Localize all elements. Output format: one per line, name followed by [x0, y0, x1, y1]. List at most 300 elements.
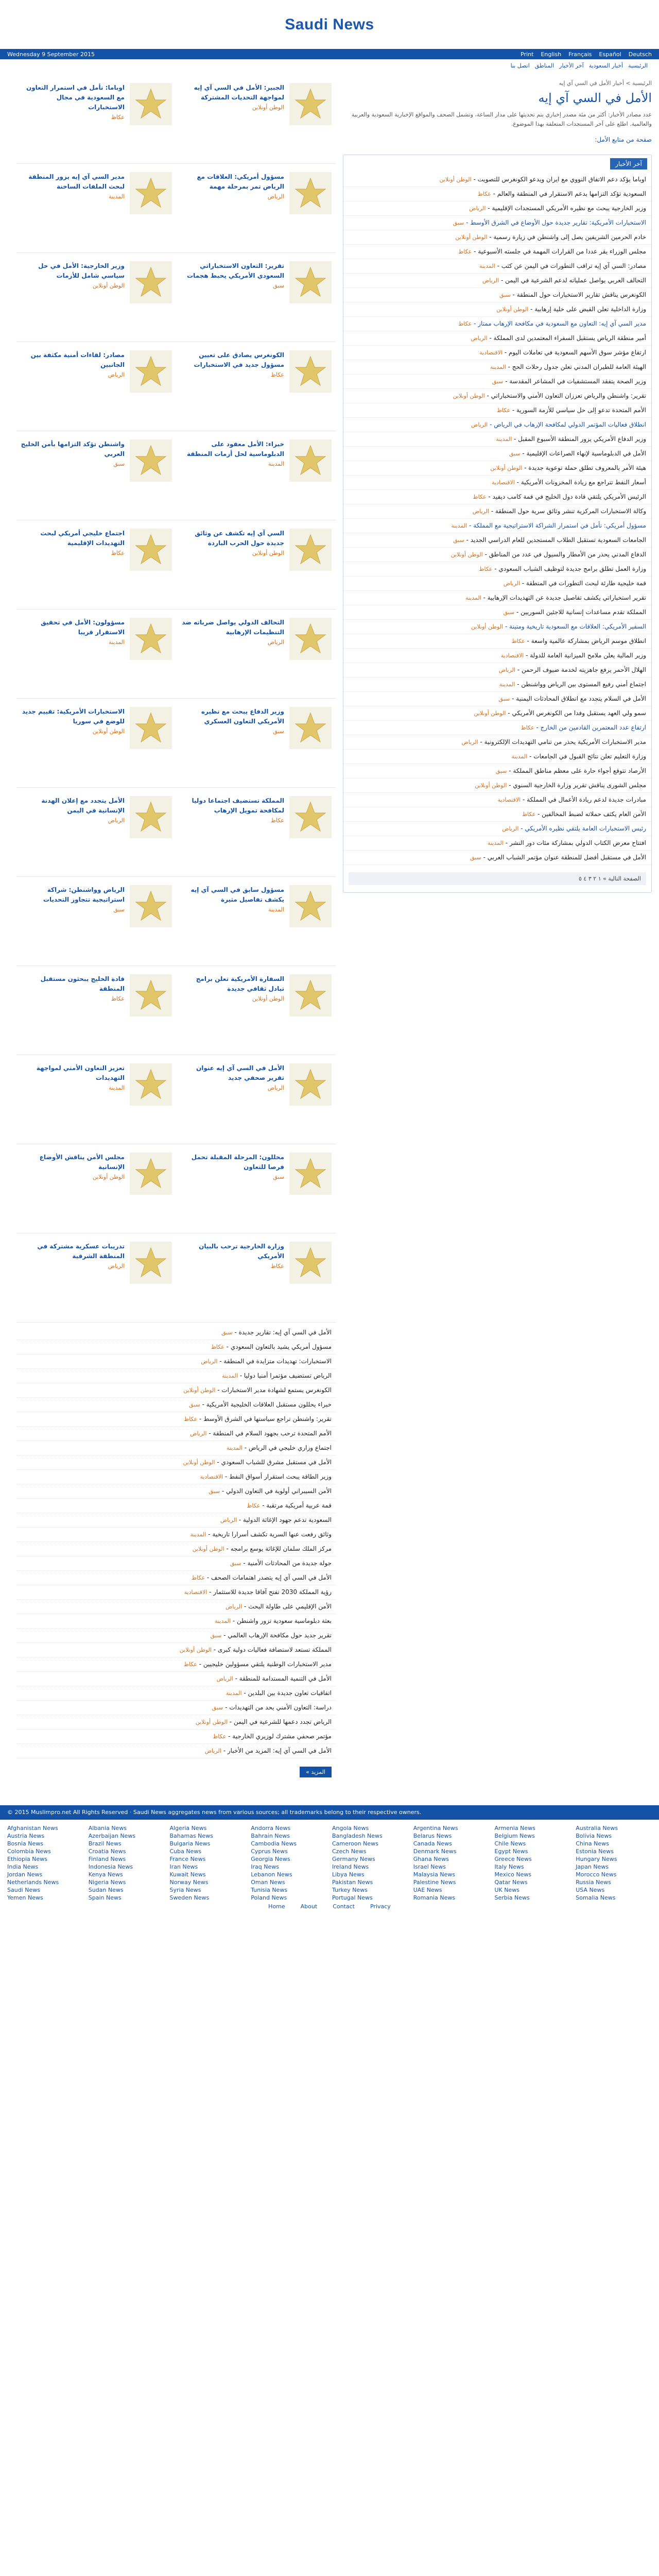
footer-country-link[interactable]: Israel News	[413, 1863, 446, 1870]
side-headline-item[interactable]: خبراء يحللون مستقبل العلاقات الخليجية الأمريكية - سبق	[16, 1398, 336, 1412]
footer-country-link[interactable]: Jordan News	[7, 1871, 43, 1878]
side-headline-source[interactable]: عكاظ	[183, 1661, 197, 1668]
headline-item[interactable]: الاستخبارات الأمريكية: تقارير جديدة حول الأوضاع في الشرق الأوسط - سبق	[343, 216, 651, 230]
more-button[interactable]: المزيد »	[300, 1767, 332, 1777]
footer-country-link[interactable]: Belarus News	[413, 1833, 452, 1839]
news-card[interactable]	[16, 793, 176, 871]
card-source[interactable]: الرياض	[267, 1084, 284, 1091]
card-source[interactable]: عكاظ	[111, 114, 125, 121]
side-headline-text[interactable]: مركز الملك سلمان للإغاثة يوسع برامجه	[230, 1545, 332, 1552]
headline-text[interactable]: انطلاق فعاليات المؤتمر الدولي لمكافحة الإرهاب في الرياض	[494, 421, 646, 428]
headline-item[interactable]: السفير الأمريكي: العلاقات مع السعودية تاريخية ومتينة - الوطن أونلاين	[343, 620, 651, 634]
headline-source[interactable]: الرياض	[471, 421, 488, 428]
headline-source[interactable]: سبق	[492, 378, 504, 385]
side-headline-source[interactable]: الاقتصادية	[184, 1589, 207, 1596]
card-source[interactable]: الوطن أونلاين	[92, 282, 125, 289]
side-headline-text[interactable]: الرياض تجدد دعمها للشرعية في اليمن	[233, 1718, 332, 1725]
card-source[interactable]: المدينة	[109, 639, 125, 646]
news-card[interactable]	[176, 347, 336, 426]
headline-source[interactable]: سبق	[453, 219, 464, 226]
headline-text[interactable]: الهلال الأحمر يرفع جاهزيته لخدمة ضيوف الرحمن	[521, 666, 646, 673]
card-source[interactable]: الوطن أونلاين	[252, 104, 284, 111]
card-source[interactable]: سبق	[273, 1174, 284, 1180]
headline-item[interactable]: انطلاق موسم الرياض بمشاركة عالمية واسعة - عكاظ	[343, 634, 651, 649]
news-card[interactable]	[176, 169, 336, 247]
headline-source[interactable]: المدينة	[488, 840, 504, 846]
footer-nav-link[interactable]: Privacy	[370, 1903, 391, 1910]
footer-country-link[interactable]: Croatia News	[88, 1848, 126, 1855]
headline-source[interactable]: الوطن أونلاين	[474, 710, 506, 717]
footer-country-link[interactable]: Algeria News	[169, 1825, 207, 1832]
footer-country-link[interactable]: Sweden News	[169, 1894, 210, 1901]
news-card[interactable]	[176, 793, 336, 871]
footer-country-link[interactable]: Turkey News	[332, 1887, 368, 1893]
headline-source[interactable]: الوطن أونلاين	[450, 551, 483, 558]
site-logo[interactable]: Saudi News	[285, 15, 374, 33]
card-title[interactable]: المملكة تستضيف اجتماعا دوليا لمكافحة تمويل الإرهاب	[192, 797, 284, 814]
headline-item[interactable]: خادم الحرمين الشريفين يصل إلى واشنطن في زيارة رسمية - الوطن أونلاين	[343, 230, 651, 245]
footer-country-link[interactable]: Armenia News	[494, 1825, 535, 1832]
headline-text[interactable]: وكالة الاستخبارات المركزية تنشر وثائق سرية حول المنطقة	[495, 507, 646, 515]
headline-source[interactable]: عكاظ	[511, 638, 525, 645]
nav-item[interactable]: آخر الأخبار	[559, 62, 584, 69]
footer-country-link[interactable]: Lebanon News	[251, 1871, 292, 1878]
footer-country-link[interactable]: Nigeria News	[88, 1879, 126, 1886]
footer-country-link[interactable]: Cameroon News	[332, 1840, 378, 1847]
side-headline-source[interactable]: سبق	[189, 1401, 200, 1408]
headline-source[interactable]: الاقتصادية	[479, 349, 502, 356]
footer-country-link[interactable]: Indonesia News	[88, 1863, 133, 1870]
headline-text[interactable]: الأمل في الدبلوماسية لإنهاء الصراعات الإقليمية	[526, 450, 646, 457]
side-headline-text[interactable]: الأمم المتحدة ترحب بجهود السلام في المنطقة	[213, 1430, 332, 1437]
headline-source[interactable]: الاقتصادية	[500, 652, 524, 659]
headline-item[interactable]: ارتفاع مؤشر سوق الأسهم السعودية في تعاملات اليوم - الاقتصادية	[343, 346, 651, 360]
headline-item[interactable]: تقرير: واشنطن والرياض تعززان التعاون الأمني والاستخباراتي - الوطن أونلاين	[343, 389, 651, 403]
footer-country-link[interactable]: Cuba News	[169, 1848, 202, 1855]
side-headline-item[interactable]: جولة جديدة من المحادثات الأمنية - سبق	[16, 1556, 336, 1571]
news-card[interactable]	[176, 704, 336, 782]
headline-source[interactable]: المدينة	[479, 263, 495, 269]
footer-country-link[interactable]: Oman News	[251, 1879, 285, 1886]
headline-source[interactable]: الوطن أونلاين	[439, 176, 472, 183]
top-link[interactable]: Français	[568, 50, 592, 58]
news-card[interactable]	[16, 347, 176, 426]
news-card[interactable]	[176, 1060, 336, 1139]
headline-source[interactable]: المدينة	[465, 595, 481, 601]
news-card[interactable]	[176, 436, 336, 515]
footer-country-link[interactable]: Colombia News	[7, 1848, 51, 1855]
footer-country-link[interactable]: Denmark News	[413, 1848, 457, 1855]
headline-item[interactable]: الأرصاد تتوقع أجواء حارة على معظم مناطق المملكة - سبق	[343, 764, 651, 778]
card-title[interactable]: الكونغرس يصادق على تعيين مسؤول جديد في الاستخبارات	[194, 351, 284, 368]
headline-text[interactable]: تقرير: واشنطن والرياض تعززان التعاون الأمني والاستخباراتي	[491, 392, 646, 399]
footer-country-link[interactable]: Cambodia News	[251, 1840, 297, 1847]
headline-source[interactable]: الرياض	[498, 667, 515, 673]
headline-source[interactable]: عكاظ	[458, 248, 472, 255]
top-link[interactable]: Deutsch	[628, 50, 652, 58]
card-source[interactable]: الرياض	[108, 817, 125, 824]
headline-item[interactable]: الجامعات السعودية تستقبل الطلاب المستجدين للعام الدراسي الجديد - سبق	[343, 533, 651, 548]
side-headline-source[interactable]: عكاظ	[247, 1502, 261, 1509]
card-title[interactable]: قادة الخليج يبحثون مستقبل المنطقة	[40, 975, 125, 992]
footer-country-link[interactable]: Ghana News	[413, 1856, 449, 1862]
card-title[interactable]: وزير الدفاع يبحث مع نظيره الأمريكي التعاون العسكري	[201, 708, 284, 725]
headline-text[interactable]: سمو ولي العهد يستقبل وفدا من الكونغرس الأمريكي	[512, 709, 646, 717]
side-headline-source[interactable]: المدينة	[190, 1531, 206, 1538]
headline-item[interactable]: اجتماع أمني رفيع المستوى بين الرياض وواشنطن - المدينة	[343, 677, 651, 692]
headline-text[interactable]: مدير السي آي إيه: التعاون مع السعودية في مكافحة الإرهاب ممتاز	[478, 320, 646, 327]
side-headline-item[interactable]: الكونغرس يستمع لشهادة مدير الاستخبارات - الوطن أونلاين	[16, 1383, 336, 1398]
side-headline-item[interactable]: الأمن السيبراني أولوية في التعاون الدولي - سبق	[16, 1484, 336, 1499]
headline-text[interactable]: ارتفاع مؤشر سوق الأسهم السعودية في تعاملات اليوم	[508, 349, 646, 356]
side-headline-source[interactable]: الوطن أونلاين	[183, 1459, 215, 1466]
card-source[interactable]: المدينة	[268, 906, 284, 913]
news-card[interactable]	[176, 882, 336, 960]
top-link[interactable]: English	[541, 50, 562, 58]
footer-country-link[interactable]: Ireland News	[332, 1863, 369, 1870]
headline-text[interactable]: انطلاق موسم الرياض بمشاركة عالمية واسعة	[531, 637, 646, 645]
card-source[interactable]: سبق	[273, 282, 284, 289]
headline-source[interactable]: الاقتصادية	[492, 479, 515, 486]
card-title[interactable]: مسؤولون: الأمل في تحقيق الاستقرار قريبا	[41, 619, 125, 636]
news-card[interactable]	[16, 1149, 176, 1228]
card-source[interactable]: عكاظ	[270, 817, 284, 824]
headline-item[interactable]: مجلس الوزراء يقر عددا من القرارات المهمة في جلسته الأسبوعية - عكاظ	[343, 245, 651, 259]
headline-item[interactable]: الأمل في الدبلوماسية لإنهاء الصراعات الإقليمية - سبق	[343, 447, 651, 461]
footer-country-link[interactable]: Syria News	[169, 1887, 201, 1893]
card-title[interactable]: مجلس الأمن يناقش الأوضاع الإنسانية	[39, 1154, 125, 1171]
card-title[interactable]: اوباما: نأمل في استمرار التعاون مع السعودية في مجال الاستخبارات	[26, 84, 125, 111]
headline-item[interactable]: أسعار النفط تتراجع مع زيادة المخزونات الأمريكية - الاقتصادية	[343, 476, 651, 490]
footer-country-link[interactable]: Andorra News	[251, 1825, 291, 1832]
headline-item[interactable]: الأمل في السلام يتجدد مع انطلاق المحادثات اليمنية - سبق	[343, 692, 651, 706]
headline-item[interactable]: وزارة التعليم تعلن نتائج القبول في الجامعات - المدينة	[343, 750, 651, 764]
headline-source[interactable]: المدينة	[496, 436, 512, 443]
card-title[interactable]: السفارة الأمريكية تعلن برامج تبادل ثقافي جديدة	[196, 975, 284, 992]
side-headline-item[interactable]: وثائق رفعت عنها السرية تكشف أسرارا تاريخية - المدينة	[16, 1528, 336, 1542]
side-headline-text[interactable]: الأمل في السي آي إيه: المزيد من الأخبار	[227, 1747, 332, 1754]
side-headline-source[interactable]: المدينة	[227, 1445, 242, 1451]
card-title[interactable]: السي آي إيه تكشف عن وثائق جديدة حول الحرب الباردة	[195, 530, 284, 547]
news-card[interactable]	[176, 80, 336, 158]
footer-country-link[interactable]: Tunisia News	[251, 1887, 288, 1893]
news-card[interactable]	[176, 258, 336, 336]
news-card[interactable]	[16, 971, 176, 1049]
top-link[interactable]: Print	[521, 50, 534, 58]
side-headline-item[interactable]: اجتماع وزاري خليجي في الرياض - المدينة	[16, 1441, 336, 1455]
news-card[interactable]	[16, 526, 176, 604]
side-headline-item[interactable]: بعثة دبلوماسية سعودية تزور واشنطن - المدينة	[16, 1614, 336, 1629]
side-headline-item[interactable]: دراسة: التعاون الأمني يحد من التهديدات - سبق	[16, 1701, 336, 1715]
footer-country-link[interactable]: Bosnia News	[7, 1840, 43, 1847]
card-title[interactable]: خبراء: الأمل معقود على الدبلوماسية لحل أزمات المنطقة	[187, 440, 284, 457]
side-headline-text[interactable]: خبراء يحللون مستقبل العلاقات الخليجية الأمريكية	[206, 1401, 332, 1408]
headline-text[interactable]: وزير الخارجية يبحث مع نظيره الأمريكي المستجدات الإقليمية	[492, 205, 646, 212]
headline-text[interactable]: اجتماع أمني رفيع المستوى بين الرياض وواشنطن	[521, 681, 646, 688]
headline-text[interactable]: الهيئة العامة للطيران المدني تعلن جدول رحلات الحج	[512, 363, 646, 370]
breadcrumb[interactable]: الرئيسية > أخبار الأمل في السي آي إيه	[559, 80, 652, 87]
side-headline-text[interactable]: الأمل في السي آي إيه يتصدر اهتمامات الصحف	[211, 1574, 332, 1581]
card-title[interactable]: مسؤول سابق في السي آي إيه يكشف تفاصيل مثيرة	[190, 886, 284, 903]
headline-text[interactable]: الأمل في السلام يتجدد مع انطلاق المحادثات اليمنية	[516, 695, 646, 702]
card-source[interactable]: عكاظ	[270, 1263, 284, 1269]
side-headline-source[interactable]: عكاظ	[184, 1416, 198, 1422]
card-title[interactable]: اجتماع خليجي أمريكي لبحث التهديدات الإقليمية	[40, 530, 125, 547]
card-source[interactable]: الوطن أونلاين	[92, 728, 125, 735]
footer-country-link[interactable]: Finland News	[88, 1856, 126, 1862]
side-headline-text[interactable]: الرياض تستضيف مؤتمرا أمنيا دوليا	[244, 1372, 332, 1379]
side-headline-text[interactable]: الأمل في التنمية المستدامة للمنطقة	[239, 1675, 332, 1682]
news-card[interactable]	[16, 80, 176, 158]
headline-item[interactable]: الرئيس الأمريكي يلتقي قادة دول الخليج في قمة كامب ديفيد - عكاظ	[343, 490, 651, 504]
headline-source[interactable]: عكاظ	[458, 320, 472, 327]
headline-item[interactable]: الدفاع المدني يحذر من الأمطار والسيول في عدد من المناطق - الوطن أونلاين	[343, 548, 651, 562]
side-headline-source[interactable]: الرياض	[216, 1675, 233, 1682]
side-headline-source[interactable]: سبق	[212, 1704, 223, 1711]
footer-country-link[interactable]: Saudi News	[7, 1887, 40, 1893]
nav-item[interactable]: اتصل بنا	[510, 62, 530, 69]
card-source[interactable]: الوطن أونلاين	[92, 1174, 125, 1180]
footer-country-link[interactable]: Argentina News	[413, 1825, 458, 1832]
headline-source[interactable]: الرياض	[503, 580, 520, 587]
headline-item[interactable]: أمير منطقة الرياض يستقبل السفراء المعتمدين لدى المملكة - الرياض	[343, 331, 651, 346]
footer-country-link[interactable]: Georgia News	[251, 1856, 290, 1862]
headline-text[interactable]: الاستخبارات الأمريكية: تقارير جديدة حول الأوضاع في الشرق الأوسط	[470, 219, 646, 226]
footer-country-link[interactable]: UAE News	[413, 1887, 442, 1893]
headline-text[interactable]: أمير منطقة الرياض يستقبل السفراء المعتمدين لدى المملكة	[493, 334, 646, 342]
headline-text[interactable]: وزير الدفاع الأمريكي يزور المنطقة الأسبوع المقبل	[518, 435, 646, 443]
card-title[interactable]: وزارة الخارجية ترحب بالبيان الأمريكي	[199, 1243, 284, 1260]
side-headline-item[interactable]: تقرير جديد حول مكافحة الإرهاب العالمي - سبق	[16, 1629, 336, 1643]
headline-item[interactable]: تقرير استخباراتي يكشف تفاصيل جديدة عن التهديدات الإرهابية - المدينة	[343, 591, 651, 605]
side-headline-item[interactable]: الأمل في التنمية المستدامة للمنطقة - الرياض	[16, 1672, 336, 1686]
headline-text[interactable]: مصادر: السي آي إيه تراقب التطورات في اليمن عن كثب	[501, 262, 646, 269]
side-headline-source[interactable]: الوطن أونلاين	[192, 1546, 224, 1552]
news-card[interactable]	[176, 615, 336, 693]
headline-source[interactable]: عكاظ	[477, 191, 491, 197]
footer-country-link[interactable]: Chile News	[494, 1840, 526, 1847]
nav-item[interactable]: الرئيسية	[628, 62, 648, 69]
headline-source[interactable]: عكاظ	[522, 811, 536, 818]
card-title[interactable]: الأمل يتجدد مع إعلان الهدنة الإنسانية في اليمن	[41, 797, 125, 814]
headline-source[interactable]: الرياض	[469, 205, 486, 212]
footer-country-link[interactable]: Angola News	[332, 1825, 369, 1832]
side-headline-item[interactable]: الأمل في السي آي إيه: المزيد من الأخبار - الرياض	[16, 1744, 336, 1758]
footer-country-link[interactable]: Russia News	[576, 1879, 611, 1886]
side-headline-text[interactable]: مدير الاستخبارات الوطنية يلتقي مسؤولين خليجيين	[203, 1660, 332, 1668]
headline-source[interactable]: الوطن أونلاين	[453, 393, 485, 399]
headline-item[interactable]: قمة خليجية طارئة لبحث التطورات في المنطقة - الرياض	[343, 577, 651, 591]
side-headline-source[interactable]: الوطن أونلاين	[183, 1387, 216, 1394]
headline-item[interactable]: المملكة تقدم مساعدات إنسانية للاجئين السوريين - سبق	[343, 605, 651, 620]
footer-country-link[interactable]: Norway News	[169, 1879, 209, 1886]
footer-country-link[interactable]: Palestine News	[413, 1879, 456, 1886]
headline-source[interactable]: عكاظ	[521, 724, 534, 731]
card-source[interactable]: سبق	[113, 906, 125, 913]
headline-source[interactable]: عكاظ	[496, 407, 511, 414]
headline-source[interactable]: الوطن أونلاين	[496, 306, 529, 313]
side-headline-source[interactable]: الرياض	[220, 1517, 237, 1523]
headline-text[interactable]: مسؤول أمريكي: نأمل في استمرار الشراكة الاستراتيجية مع المملكة	[473, 522, 646, 529]
footer-country-link[interactable]: Bangladesh News	[332, 1833, 383, 1839]
footer-country-link[interactable]: Germany News	[332, 1856, 375, 1862]
side-headline-item[interactable]: مسؤول أمريكي يشيد بالتعاون السعودي - عكاظ	[16, 1340, 336, 1354]
news-card[interactable]	[176, 971, 336, 1049]
side-headline-item[interactable]: الأمم المتحدة ترحب بجهود السلام في المنطقة - الرياض	[16, 1427, 336, 1441]
side-headline-item[interactable]: رؤية المملكة 2030 تفتح آفاقا جديدة للاستثمار - الاقتصادية	[16, 1585, 336, 1600]
headline-item[interactable]: وزير الصحة يتفقد المستشفيات في المشاعر المقدسة - سبق	[343, 375, 651, 389]
side-headline-text[interactable]: مسؤول أمريكي يشيد بالتعاون السعودي	[230, 1343, 332, 1350]
headline-text[interactable]: مجلس الشورى يناقش تقرير وزارة الخارجية السنوي	[513, 782, 646, 789]
card-title[interactable]: مسؤول أمريكي: العلاقات مع الرياض تمر بمرحلة مهمة	[197, 173, 284, 190]
headline-text[interactable]: أسعار النفط تتراجع مع زيادة المخزونات الأمريكية	[521, 479, 646, 486]
footer-nav-link[interactable]: Contact	[333, 1903, 355, 1910]
headline-item[interactable]: هيئة الأمر بالمعروف تطلق حملة توعوية جديدة - الوطن أونلاين	[343, 461, 651, 476]
side-headline-item[interactable]: المملكة تستعد لاستضافة فعاليات دولية كبرى - الوطن أونلاين	[16, 1643, 336, 1657]
headline-text[interactable]: ارتفاع عدد المعتمرين القادمين من الخارج	[540, 724, 646, 731]
footer-country-link[interactable]: Somalia News	[576, 1894, 616, 1901]
headline-text[interactable]: وزير الصحة يتفقد المستشفيات في المشاعر المقدسة	[509, 378, 646, 385]
headline-item[interactable]: سمو ولي العهد يستقبل وفدا من الكونغرس الأمريكي - الوطن أونلاين	[343, 706, 651, 721]
card-title[interactable]: مدير السي آي إيه يزور المنطقة لبحث الملفات الساخنة	[28, 173, 125, 190]
headline-source[interactable]: المدينة	[511, 753, 528, 760]
headline-item[interactable]: وزارة العمل تطلق برامج جديدة لتوظيف الشباب السعودي - عكاظ	[343, 562, 651, 577]
footer-country-link[interactable]: India News	[7, 1863, 39, 1870]
headline-item[interactable]: انطلاق فعاليات المؤتمر الدولي لمكافحة الإرهاب في الرياض - الرياض	[343, 418, 651, 432]
headline-source[interactable]: عكاظ	[473, 494, 487, 500]
footer-country-link[interactable]: Portugal News	[332, 1894, 373, 1901]
footer-country-link[interactable]: Azerbaijan News	[88, 1833, 136, 1839]
headline-source[interactable]: الرياض	[472, 508, 489, 515]
headline-text[interactable]: الدفاع المدني يحذر من الأمطار والسيول في عدد من المناطق	[489, 551, 646, 558]
footer-country-link[interactable]: Libya News	[332, 1871, 365, 1878]
footer-country-link[interactable]: Netherlands News	[7, 1879, 59, 1886]
headline-text[interactable]: تقرير استخباراتي يكشف تفاصيل جديدة عن التهديدات الإرهابية	[487, 594, 646, 601]
side-headline-source[interactable]: الرياض	[201, 1358, 218, 1365]
footer-country-link[interactable]: Estonia News	[576, 1848, 614, 1855]
side-headline-text[interactable]: قمة عربية أمريكية مرتقبة	[266, 1502, 332, 1509]
footer-country-link[interactable]: Spain News	[88, 1894, 122, 1901]
headline-source[interactable]: الرياض	[482, 277, 499, 284]
side-headline-item[interactable]: الأمل في السي آي إيه يتصدر اهتمامات الصحف - عكاظ	[16, 1571, 336, 1585]
side-headline-text[interactable]: الأمن الإقليمي على طاولة البحث	[248, 1603, 332, 1610]
headline-source[interactable]: عكاظ	[479, 566, 493, 572]
side-headline-text[interactable]: تقرير جديد حول مكافحة الإرهاب العالمي	[228, 1632, 332, 1639]
headline-item[interactable]: رئيس الاستخبارات العامة يلتقي نظيره الأمريكي - الرياض	[343, 822, 651, 836]
side-headline-source[interactable]: المدينة	[215, 1618, 231, 1624]
footer-country-link[interactable]: Iraq News	[251, 1863, 279, 1870]
footer-country-link[interactable]: Mexico News	[494, 1871, 532, 1878]
side-headline-source[interactable]: عكاظ	[213, 1733, 227, 1740]
headline-source[interactable]: سبق	[509, 450, 521, 457]
news-card[interactable]	[16, 258, 176, 336]
headline-item[interactable]: وزير الدفاع الأمريكي يزور المنطقة الأسبوع المقبل - المدينة	[343, 432, 651, 447]
side-headline-text[interactable]: رؤية المملكة 2030 تفتح آفاقا جديدة للاستثمار	[213, 1588, 332, 1596]
headline-source[interactable]: المدينة	[451, 522, 467, 529]
headline-source[interactable]: الوطن أونلاين	[471, 623, 504, 630]
headline-item[interactable]: الأمل في مستقبل أفضل للمنطقة عنوان مؤتمر الشباب العربي - سبق	[343, 851, 651, 865]
footer-country-link[interactable]: Morocco News	[576, 1871, 617, 1878]
footer-country-link[interactable]: Albania News	[88, 1825, 127, 1832]
news-card[interactable]	[176, 1149, 336, 1228]
footer-nav-link[interactable]: About	[300, 1903, 318, 1910]
headline-text[interactable]: الأمن العام يكثف حملاته لضبط المخالفين	[542, 810, 646, 818]
card-title[interactable]: محللون: المرحلة المقبلة تحمل فرصا للتعاون	[191, 1154, 284, 1171]
footer-country-link[interactable]: Hungary News	[576, 1856, 617, 1862]
headline-text[interactable]: وزارة الداخلية تعلن القبض على خلية إرهابية	[534, 306, 646, 313]
headline-source[interactable]: الاقتصادية	[497, 796, 521, 803]
headline-item[interactable]: الهلال الأحمر يرفع جاهزيته لخدمة ضيوف الرحمن - الرياض	[343, 663, 651, 677]
headline-text[interactable]: الأمم المتحدة تدعو إلى حل سياسي للأزمة السورية	[516, 406, 646, 414]
headline-item[interactable]: مدير الاستخبارات الأمريكية يحذر من تنامي التهديدات الإلكترونية - الرياض	[343, 735, 651, 750]
card-source[interactable]: المدينة	[109, 193, 125, 200]
side-headline-text[interactable]: جولة جديدة من المحادثات الأمنية	[247, 1560, 332, 1567]
headline-item[interactable]: مدير السي آي إيه: التعاون مع السعودية في مكافحة الإرهاب ممتاز - عكاظ	[343, 317, 651, 331]
side-headline-source[interactable]: الرياض	[190, 1430, 207, 1437]
card-source[interactable]: الرياض	[267, 193, 284, 200]
footer-country-link[interactable]: Japan News	[576, 1863, 609, 1870]
side-headline-text[interactable]: مؤتمر صحفي مشترك لوزيري الخارجية	[232, 1733, 332, 1740]
footer-country-link[interactable]: Belgium News	[494, 1833, 535, 1839]
headline-source[interactable]: الرياض	[471, 335, 488, 342]
headline-text[interactable]: مجلس الوزراء يقر عددا من القرارات المهمة في جلسته الأسبوعية	[478, 248, 646, 255]
card-title[interactable]: تقرير: التعاون الاستخباراتي السعودي الأمريكي يحبط هجمات	[187, 262, 284, 279]
footer-nav-link[interactable]: Home	[268, 1903, 285, 1910]
headline-text[interactable]: السعودية تؤكد التزامها بدعم الاستقرار في المنطقة والعالم	[497, 190, 646, 197]
news-card[interactable]	[16, 615, 176, 693]
footer-country-link[interactable]: Bahamas News	[169, 1833, 213, 1839]
footer-country-link[interactable]: Malaysia News	[413, 1871, 456, 1878]
side-headline-item[interactable]: الأمن الإقليمي على طاولة البحث - الرياض	[16, 1600, 336, 1614]
headline-text[interactable]: افتتاح معرض الكتاب الدولي بمشاركة مئات دور النشر	[509, 839, 646, 846]
card-title[interactable]: الاستخبارات الأمريكية: تقييم جديد للوضع في سوريا	[22, 708, 125, 725]
side-headline-source[interactable]: الرياض	[204, 1748, 221, 1754]
headline-item[interactable]: التحالف العربي يواصل عملياته لدعم الشرعية في اليمن - الرياض	[343, 274, 651, 288]
side-headline-source[interactable]: الوطن أونلاين	[195, 1719, 228, 1725]
card-title[interactable]: تعزيز التعاون الأمني لمواجهة التهديدات	[36, 1064, 125, 1081]
news-card[interactable]	[16, 436, 176, 515]
headline-item[interactable]: السعودية تؤكد التزامها بدعم الاستقرار في المنطقة والعالم - عكاظ	[343, 187, 651, 201]
headline-text[interactable]: المملكة تقدم مساعدات إنسانية للاجئين السوريين	[521, 608, 646, 616]
side-headline-text[interactable]: الكونغرس يستمع لشهادة مدير الاستخبارات	[221, 1386, 332, 1394]
headline-text[interactable]: التحالف العربي يواصل عملياته لدعم الشرعية في اليمن	[505, 277, 646, 284]
footer-country-link[interactable]: France News	[169, 1856, 206, 1862]
footer-country-link[interactable]: Bahrain News	[251, 1833, 290, 1839]
card-source[interactable]: الرياض	[267, 639, 284, 646]
card-source[interactable]: عكاظ	[111, 995, 125, 1002]
headline-text[interactable]: خادم الحرمين الشريفين يصل إلى واشنطن في زيارة رسمية	[493, 233, 646, 241]
headline-source[interactable]: المدينة	[490, 364, 506, 370]
headline-source[interactable]: سبق	[453, 537, 464, 544]
side-headline-item[interactable]: مؤتمر صحفي مشترك لوزيري الخارجية - عكاظ	[16, 1730, 336, 1744]
footer-country-link[interactable]: Afghanistan News	[7, 1825, 58, 1832]
headline-source[interactable]: الوطن أونلاين	[455, 234, 488, 241]
nav-item[interactable]: المناطق	[534, 62, 554, 69]
headline-item[interactable]: وزير الخارجية يبحث مع نظيره الأمريكي المستجدات الإقليمية - الرياض	[343, 201, 651, 216]
headline-item[interactable]: مبادرات جديدة لدعم ريادة الأعمال في المملكة - الاقتصادية	[343, 793, 651, 807]
top-link[interactable]: Español	[599, 50, 621, 58]
footer-country-link[interactable]: Ethiopia News	[7, 1856, 48, 1862]
side-headline-text[interactable]: وزير الطاقة يبحث استقرار أسواق النفط	[229, 1473, 332, 1480]
card-source[interactable]: المدينة	[268, 461, 284, 467]
card-source[interactable]: الرياض	[108, 371, 125, 378]
side-headline-source[interactable]: الرياض	[226, 1603, 242, 1610]
side-headline-source[interactable]: سبق	[221, 1329, 233, 1336]
news-card[interactable]	[16, 882, 176, 960]
side-headline-item[interactable]: وزير الطاقة يبحث استقرار أسواق النفط - الاقتصادية	[16, 1470, 336, 1484]
headline-text[interactable]: الكونغرس يناقش تقارير الاستخبارات حول المنطقة	[516, 291, 646, 298]
headline-source[interactable]: سبق	[470, 854, 481, 861]
